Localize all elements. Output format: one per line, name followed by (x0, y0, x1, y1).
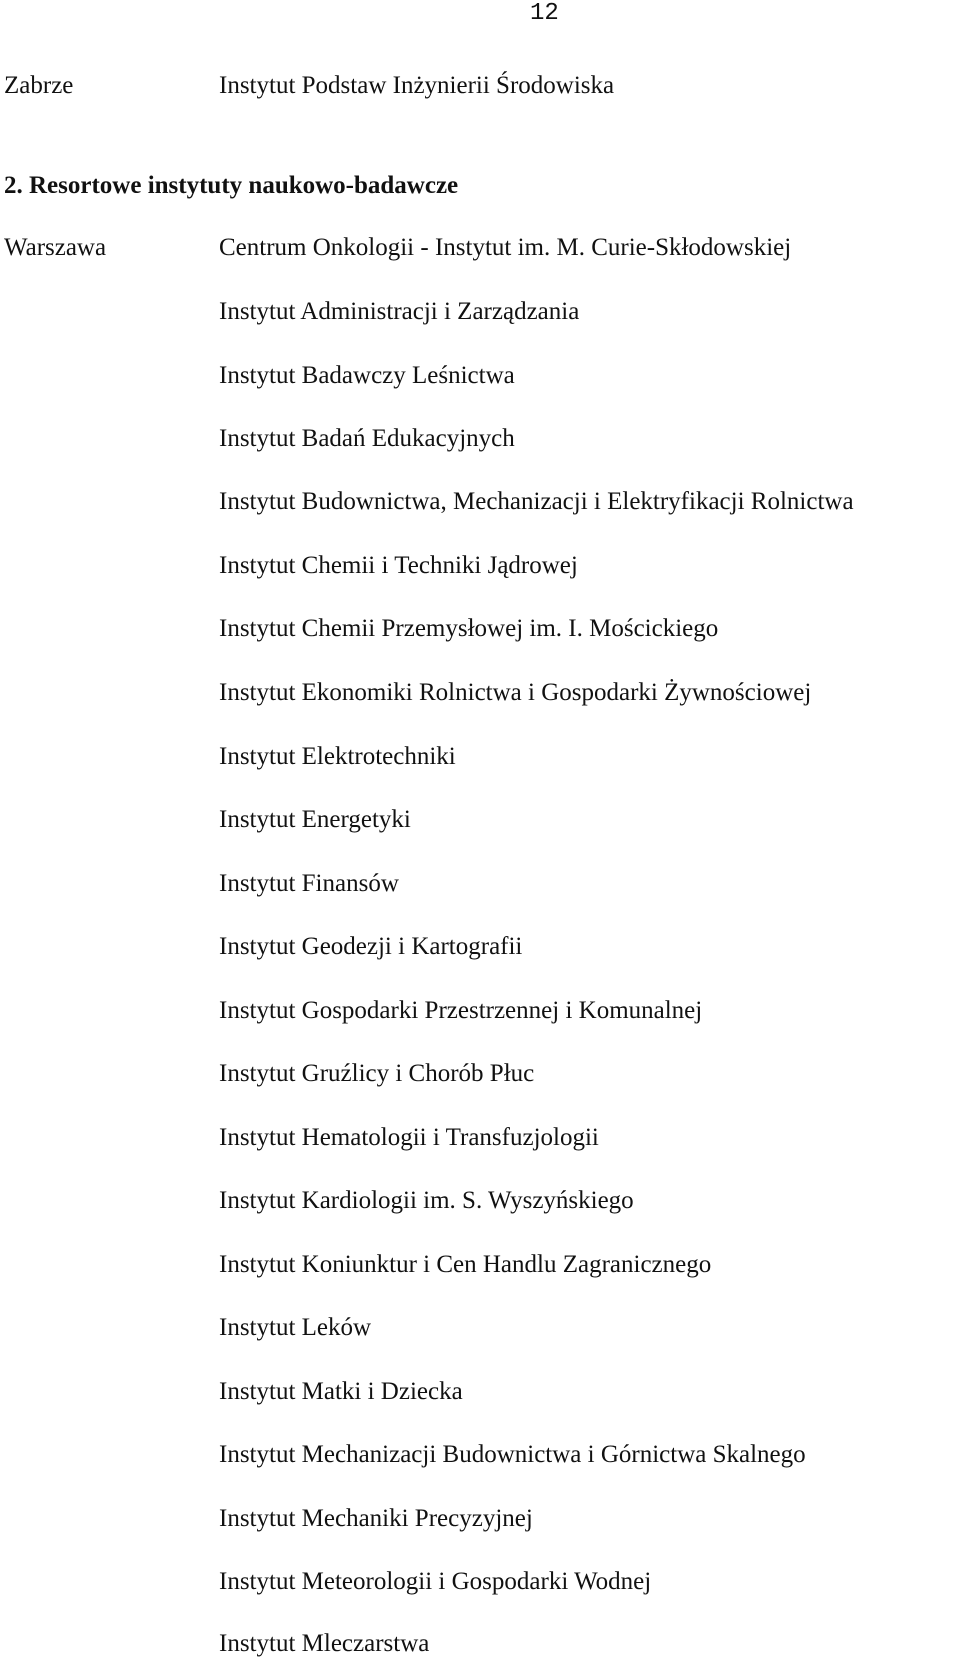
institute-name: Instytut Mleczarstwa (219, 1630, 430, 1657)
institute-name: Instytut Mechaniki Precyzyjnej (219, 1505, 533, 1532)
entry-row (0, 1624, 960, 1664)
institute-name: Instytut Mechanizacji Budownictwa i Górnictwa Skalnego (219, 1441, 806, 1468)
entry-row (0, 1118, 960, 1158)
entry-row (0, 546, 960, 586)
institute-name: Instytut Leków (219, 1314, 372, 1341)
entry-row (0, 292, 960, 332)
entry-row (0, 1308, 960, 1348)
page-number: 12 (530, 0, 559, 27)
entry-row (0, 1499, 960, 1539)
entry-row (0, 356, 960, 396)
entry-row-zabrze (0, 66, 960, 106)
entry-row (0, 991, 960, 1031)
entry-row (0, 228, 960, 268)
entry-row (0, 800, 960, 840)
institute-name: Instytut Chemii Przemysłowej im. I. Mościckiego (219, 615, 719, 642)
institute-name: Instytut Gruźlicy i Chorób Płuc (219, 1060, 535, 1087)
entry-row (0, 1245, 960, 1285)
institute-name: Instytut Administracji i Zarządzania (219, 298, 580, 325)
institute-name: Instytut Badawczy Leśnictwa (219, 362, 515, 389)
entry-row (0, 1562, 960, 1602)
institute-name: Instytut Gospodarki Przestrzennej i Komunalnej (219, 997, 703, 1024)
entry-row (0, 1435, 960, 1475)
institute-name: Instytut Badań Edukacyjnych (219, 425, 515, 452)
institute-name: Instytut Koniunktur i Cen Handlu Zagranicznego (219, 1251, 712, 1278)
entry-row (0, 737, 960, 777)
institute-name: Instytut Hematologii i Transfuzjologii (219, 1124, 599, 1151)
entry-row (0, 609, 960, 649)
city-label: Zabrze (4, 72, 74, 99)
city-label: Warszawa (4, 234, 107, 261)
entry-row (0, 927, 960, 967)
entry-row (0, 864, 960, 904)
entry-row (0, 1181, 960, 1221)
section-heading: 2. Resortowe instytuty naukowo-badawcze (4, 172, 459, 199)
institute-name: Instytut Budownictwa, Mechanizacji i Elektryfikacji Rolnictwa (219, 488, 854, 515)
institute-name: Instytut Geodezji i Kartografii (219, 933, 523, 960)
institute-name: Instytut Finansów (219, 870, 399, 897)
entry-row (0, 673, 960, 713)
institute-name: Instytut Ekonomiki Rolnictwa i Gospodarki Żywnościowej (219, 679, 812, 706)
entry-row (0, 1372, 960, 1412)
institute-name: Instytut Elektrotechniki (219, 743, 456, 770)
entry-row (0, 419, 960, 459)
entry-row (0, 482, 960, 522)
institute-name: Instytut Kardiologii im. S. Wyszyńskiego (219, 1187, 634, 1214)
institute-name: Instytut Energetyki (219, 806, 411, 833)
institute-name: Instytut Matki i Dziecka (219, 1378, 463, 1405)
institute-name: Instytut Chemii i Techniki Jądrowej (219, 552, 578, 579)
institute-name: Instytut Podstaw Inżynierii Środowiska (219, 72, 615, 99)
entry-row (0, 1054, 960, 1094)
institute-name: Instytut Meteorologii i Gospodarki Wodnej (219, 1568, 652, 1595)
institute-name: Centrum Onkologii - Instytut im. M. Curie-Skłodowskiej (219, 234, 792, 261)
